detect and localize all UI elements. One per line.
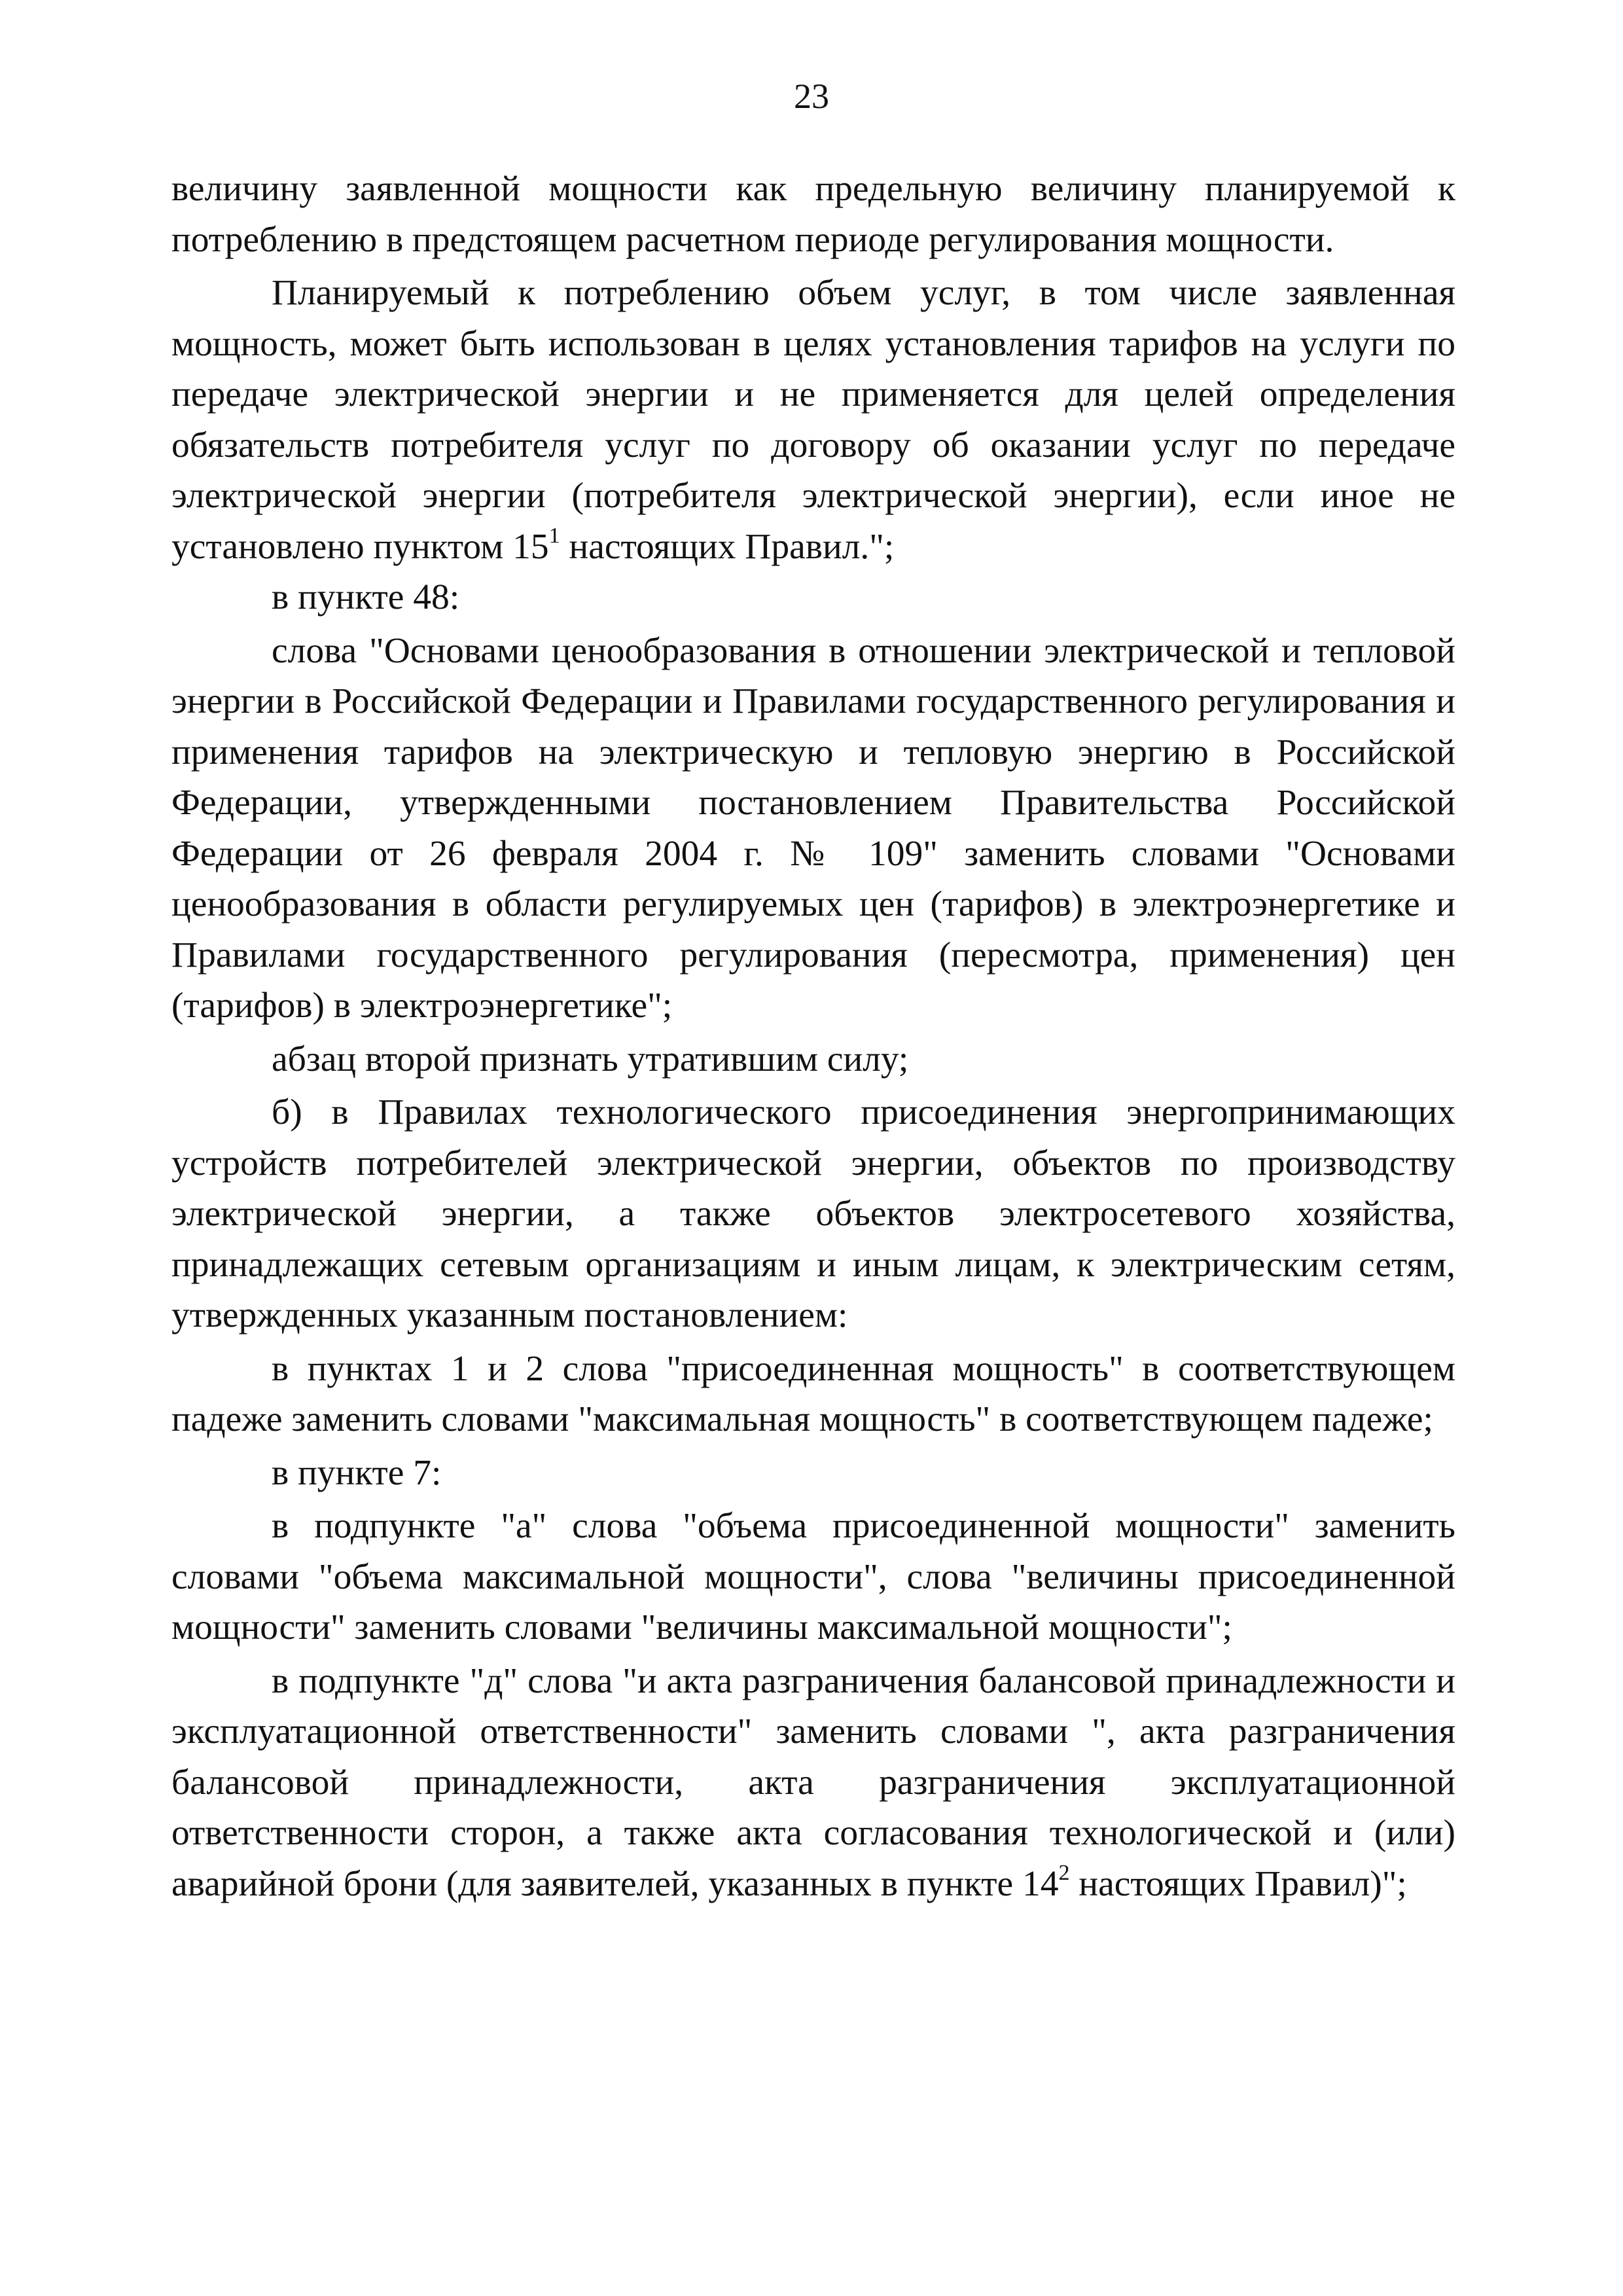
paragraph-item-7: в пункте 7: [272,1452,442,1493]
paragraph-subitem-d [171,1656,1455,1910]
paragraph-item-48: в пункте 48: [272,577,460,617]
paragraph-subitem-a: в подпункте "а" слова "объема присоединенной мощности" заменить словами "объема максимальной мощности", слова "величины присоединенной мощности" заменить словами "величины максимальной мощности"; [171,1506,1455,1647]
paragraph-text-tail: настоящих Правил."; [560,526,895,567]
paragraph-second-abzac: абзац второй признать утратившим силу; [272,1039,909,1079]
paragraph-rules-b: б) в Правилах технологического присоединения энергопринимающих устройств потребителей электрической энергии, объектов по производству электрической энергии, а также объектов электросетевого хозяйства, принадлежащих сетевым организациям и иным лицам, к электрическим сетям, утвержденных указанным постановлением: [171,1092,1455,1335]
paragraph-continuation: величину заявленной мощности как предельную величину планируемой к потреблению в предстоящем расчетном периоде регулирования мощности. [171,169,1455,260]
paragraph-planned-consumption [171,268,1455,572]
superscript-index: 2 [1058,1860,1070,1885]
paragraph-words-replacement: слова "Основами ценообразования в отношении электрической и тепловой энергии в Российской Федерации и Правилами государственного регулирования и применения тарифов на электрическую и тепловую энергию в Российской Федерации, утвержденными постановлением Правительства Российской Федерации от 26 февраля 2004 г. № 109" заменить словами "Основами ценообразования в области регулируемых цен (тарифов) в электроэнергетике и Правилами государственного регулирования (пересмотра, применения) цен (тарифов) в электроэнергетике"; [171,630,1455,1026]
paragraph-text-tail: настоящих Правил)"; [1069,1863,1407,1904]
paragraph-text: в подпункте "д" слова "и акта разграничения балансовой принадлежности и эксплуатационной ответственности" заменить словами ", акта разграничения балансовой принадлежности, акта разграничения эксплуатационной ответственности сторон, а также акта согласования технологической и (или) аварийной брони (для заявителей, указанных в пункте 14 [171,1660,1455,1904]
page-number: 23 [794,77,829,116]
paragraph-text: Планируемый к потреблению объем услуг, в том числе заявленная мощность, может быть использован в целях установления тарифов на услуги по передаче электрической энергии и не применяется для целей определения обязательств потребителя услуг по договору об оказании услуг по передаче электрической энергии (потребителя электрической энергии), если иное не установлено пунктом 15 [171,273,1455,567]
superscript-index: 1 [548,523,560,548]
paragraph-items-1-2: в пунктах 1 и 2 слова "присоединенная мощность" в соответствующем падеже заменить словами "максимальная мощность" в соответствующем падеже; [171,1348,1455,1439]
document-body [171,164,1455,1909]
